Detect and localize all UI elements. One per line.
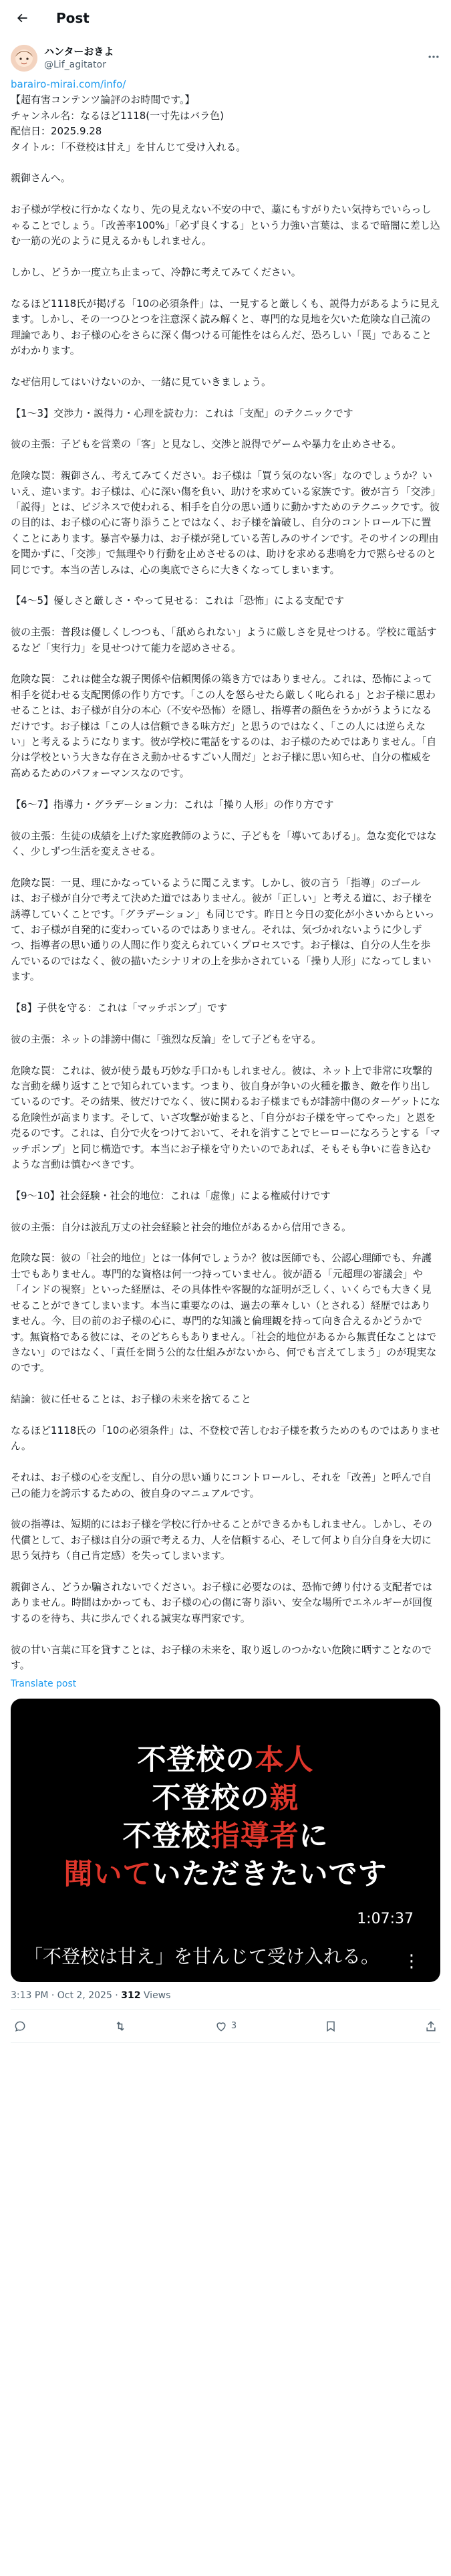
bookmark-button[interactable] <box>324 2020 337 2033</box>
video-caption: 「不登校は甘え」を甘んじて受け入れる。 <box>24 1945 380 1968</box>
reply-icon <box>13 2020 27 2033</box>
post-paragraph: 【4〜5】優しさと厳しさ・やって見せる：これは「恐怖」による支配です <box>11 595 345 607</box>
video-text-highlight: 指導者 <box>210 1820 299 1854</box>
author-info <box>44 45 114 72</box>
video-text: 不登校の <box>152 1782 270 1816</box>
avatar[interactable] <box>11 45 37 72</box>
post-paragraph: 危険な罠：これは健全な親子関係や信頼関係の築き方ではありません。これは、恐怖によって相手を従わせる支配関係の作り方です。「この人を怒らせたら厳しく叱られる」とお子様に思わせることは、お子様が自分の本心（不安や恐怖）を隠し、指導者の顔色をうかがうようになるだけです。お子様は「この人は信頼できる味方だ」と思うのではなく、「この人には逆らえない」と考えるようになります。彼が学校に電話をするのは、お子様のためではありません。「自分は学校という大きな存在さえ動かせるすごい人間だ」とお子様に思い知らせ、自分の権威を高めるためのパフォーマンスなのです。 <box>11 673 437 779</box>
repost-button[interactable] <box>114 2020 127 2033</box>
translate-post-link[interactable]: Translate post <box>11 1679 77 1690</box>
post-paragraph: 【1〜3】交渉力・説得力・心理を読む力：これは「支配」のテクニックです <box>11 407 353 419</box>
post-timestamp[interactable]: 3:13 PM · Oct 2, 2025 · <box>11 1990 122 2002</box>
post-text <box>11 77 440 1673</box>
like-count: 3 <box>231 2021 237 2032</box>
video-text-highlight: 本人 <box>255 1743 314 1778</box>
post-paragraph: 彼の指導は、短期的にはお子様を学校に行かせることができるかもしれません。しかし、その代償として、お子様は自分の頭で考える力、人を信頼する心、そして何より自分自身を大切に思う気持ち（自己肯定感）を失ってしまいます。 <box>11 1518 432 1562</box>
video-text-highlight: 聞いて <box>63 1858 152 1892</box>
bookmark-icon <box>324 2020 337 2033</box>
reply-button[interactable] <box>13 2020 27 2033</box>
video-player[interactable] <box>11 1699 440 1982</box>
video-text-highlight: 親 <box>269 1782 299 1816</box>
post-paragraph: なるほど1118氏の「10の必須条件」は、不登校で苦しむお子様を救うためのものではありません。 <box>11 1424 440 1453</box>
post-paragraph: 彼の主張：生徒の成績を上げた家庭教師のように、子どもを「導いてあげる」。急な変化ではなく、少しずつ生活を変えさせる。 <box>11 829 437 857</box>
post-paragraph: しかし、どうか一度立ち止まって、冷静に考えてみてください。 <box>11 265 301 278</box>
post-paragraph: 【超有害コンテンツ論評のお時間です。】 チャンネル名：なるほど1118(一寸先はバラ色) 配信日：2025.9.28 タイトル：「不登校は甘え」を甘んじて受け入れる。 <box>11 94 247 153</box>
heart-icon <box>214 2020 228 2033</box>
post-paragraph: 危険な罠：これは、彼が使う最も巧妙な手口かもしれません。彼は、ネット上で非常に攻撃的な言動を繰り返すことで知られています。つまり、彼自身が争いの火種を撒き、敵を作り出しているのです。その結果、彼だけでなく、彼に関わるお子様までもが誹謗中傷のターゲットになる危険性が高まります。そして、いざ攻撃が始まると、「自分がお子様を守ってやった」と恩を売るのです。これは、自分で火をつけておいて、それを消すことでヒーローになろうとする「マッチポンプ」と同じ構造です。本当にお子様を守りたいのであれば、そもそも争いに巻き込むような言動は慎むべきです。 <box>11 1064 440 1171</box>
back-arrow-icon[interactable] <box>11 7 33 29</box>
video-text: いただきたいです <box>152 1858 388 1892</box>
post-paragraph: 【9〜10】社会経験・社会的地位：これは「虚像」による権威付けです <box>11 1189 331 1202</box>
author-name[interactable]: ハンターおきよ <box>44 45 114 58</box>
video-text: に <box>299 1820 329 1854</box>
page-title: Post <box>56 9 90 26</box>
video-text: 不登校の <box>137 1743 255 1778</box>
post-paragraph: 彼の主張：子どもを営業の「客」と見なし、交渉と説得でゲームや暴力を止めさせる。 <box>11 438 402 451</box>
post-paragraph: 【8】子供を守る：これは「マッチポンプ」です <box>11 1001 227 1014</box>
video-duration: 1:07:37 <box>357 1911 414 1928</box>
video-title-overlay <box>11 1741 440 1894</box>
post-body <box>0 74 451 2043</box>
post-paragraph: それは、お子様の心を支配し、自分の思い通りにコントロールし、それを「改善」と呼んで自己の能力を誇示するための、彼自身のマニュアルです。 <box>11 1471 432 1499</box>
author-row <box>0 35 451 74</box>
post-paragraph: 危険な罠：一見、理にかなっているように聞こえます。しかし、彼の言う「指導」のゴールは、お子様が自分で考えて決めた道ではありません。彼が「正しい」と考える道に、お子様を誘導していくことです。「グラデーション」も同じです。昨日と今日の変化が小さいからといって、お子様が自発的に変わっているのではありません。それは、気づかれないように少しずつ、指導者の思い通りの人間に作り変えられていくプロセスです。お子様は、自分の人生を歩んでいるのではなく、彼の描いたシナリオの上を歩かされている「操り人形」になってしまいます。 <box>11 876 435 983</box>
more-options-icon[interactable] <box>427 50 440 66</box>
post-paragraph: なぜ信用してはいけないのか、一緒に見ていきましょう。 <box>11 375 272 388</box>
views-label: Views <box>140 1990 171 2002</box>
post-paragraph: 結論：彼に任せることは、お子様の未来を捨てること <box>11 1393 252 1406</box>
share-button[interactable] <box>424 2020 438 2033</box>
post-paragraph: 彼の甘い言葉に耳を貸すことは、お子様の未来を、取り返しのつかない危険に晒すことなのです。 <box>11 1643 432 1672</box>
post-paragraph: 彼の主張：普段は優しくしつつも、「舐められない」ように厳しさを見せつける。学校に電話するなど「実行力」を見せつけて能力を認めさせる。 <box>11 626 437 654</box>
post-meta <box>11 1990 440 2010</box>
author-handle[interactable]: @Lif_agitator <box>44 60 106 70</box>
post-paragraph: 彼の主張：ネットの誹謗中傷に「強烈な反論」をして子どもを守る。 <box>11 1033 322 1045</box>
top-bar <box>0 0 451 35</box>
post-link[interactable]: barairo-mirai.com/info/ <box>11 78 126 90</box>
action-bar <box>11 2010 440 2043</box>
video-menu-icon[interactable]: ⋮ <box>403 1951 420 1972</box>
share-icon <box>424 2020 438 2033</box>
video-text: 不登校 <box>122 1820 211 1854</box>
post-paragraph: なるほど1118氏が掲げる「10の必須条件」は、一見すると厳しくも、説得力があるように見えます。しかし、その一つひとつを注意深く読み解くと、専門的な見地を欠いた危険な自己流の理論であり、お子様の心をさらに深く傷つける可能性をはらんだ、恐ろしい「罠」であることがわかります。 <box>11 297 440 356</box>
post-paragraph: 親御さんへ。 <box>11 172 71 185</box>
post-paragraph: 危険な罠：親御さん、考えてみてください。お子様は「買う気のない客」なのでしょうか？いいえ、違います。お子様は、心に深い傷を負い、助けを求めている家族です。彼が言う「交渉」「説得」とは、ビジネスで使われる、相手を自分の思い通りに動かすためのテクニックです。彼の目的は、お子様の心に寄り添うことではなく、お子様を論破し、自分のコントロール下に置くことにあります。暴言や暴力は、お子様が発している苦しみのサインです。そのサインの理由を聞かずに、「交渉」で無理やり行動を止めさせるのは、助けを求める悲鳴を力で黙らせるのと同じです。本当の苦しみは、心の奥底でさらに大きくなってしまいます。 <box>11 469 440 576</box>
post-paragraph: お子様が学校に行かなくなり、先の見えない不安の中で、藁にもすがりたい気持ちでいらっしゃることでしょう。「改善率100%」「必ず良くする」という力強い言葉は、まるで暗闇に差し込む一筋の光のように見えるかもしれません。 <box>11 203 440 247</box>
like-button[interactable] <box>214 2020 237 2033</box>
post-paragraph: 親御さん、どうか騙されないでください。お子様に必要なのは、恐怖で縛り付ける支配者ではありません。時間はかかっても、お子様の心の傷に寄り添い、安全な場所でエネルギーが回復するのを待ち、共に歩んでくれる誠実な専門家です。 <box>11 1581 432 1624</box>
views-count: 312 <box>121 1990 141 2002</box>
repost-icon <box>114 2020 127 2033</box>
post-paragraph: 彼の主張：自分は波乱万丈の社会経験と社会的地位があるから信用できる。 <box>11 1220 352 1233</box>
post-paragraph: 危険な罠：彼の「社会的地位」とは一体何でしょうか？彼は医師でも、公認心理師でも、弁護士でもありません。専門的な資格は何一つ持っていません。彼が語る「元超理の審議会」や「インドの視察」といった経歴は、その具体性や客観的な証明が乏しく、いくらでも大きく見せることができてしまいます。本当に重要なのは、過去の華々しい（とされる）経歴ではありません。今、目の前のお子様の心に、専門的な知識と倫理観を持って向き合えるかどうかです。無資格である彼には、そのどちらもありません。「社会的地位があるから無責任なことはできない」のではなく、「責任を問う公的な仕組みがないから、何でも言えてしまう」のが現実なのです。 <box>11 1252 437 1374</box>
post-paragraph: 【6〜7】指導力・グラデーション力：これは「操り人形」の作り方です <box>11 798 334 811</box>
